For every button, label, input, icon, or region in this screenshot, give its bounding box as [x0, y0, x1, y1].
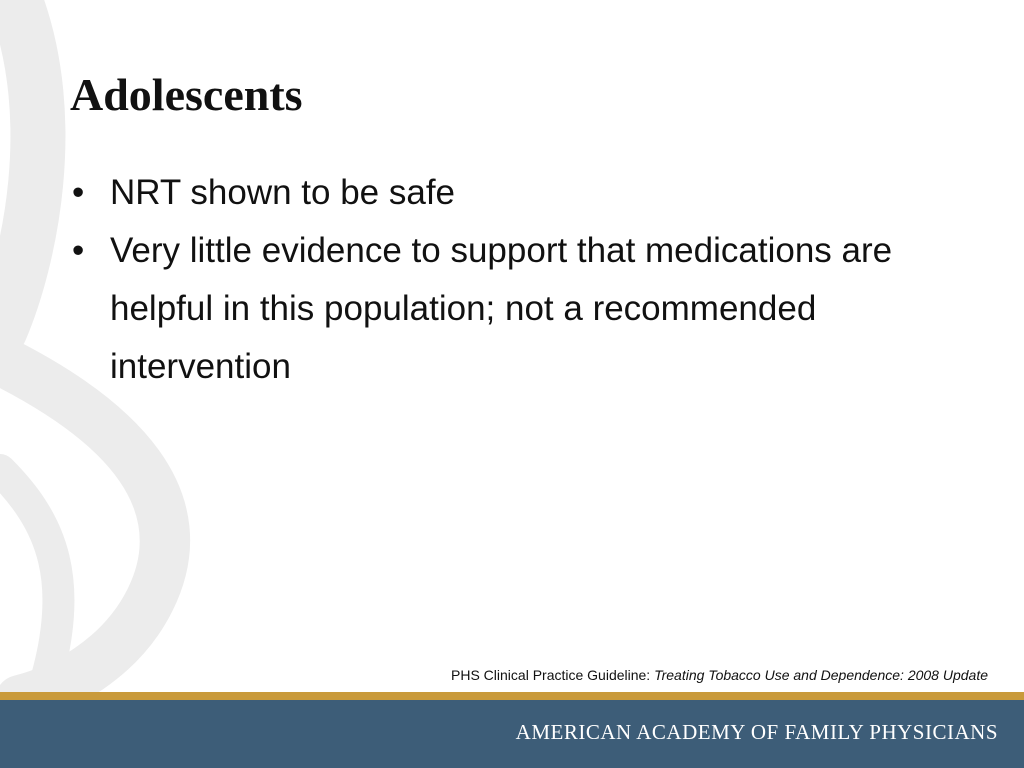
- bullet-text: NRT shown to be safe: [110, 173, 456, 212]
- bullet-item: [72, 222, 952, 396]
- bullet-text: Very little evidence to support that medications are helpful in this population; not a recommended intervention: [110, 231, 893, 386]
- bullet-marker: •: [72, 173, 85, 212]
- bullet-list: [72, 164, 952, 396]
- bullet-marker: •: [72, 231, 85, 270]
- citation: [451, 667, 988, 683]
- citation-prefix: PHS Clinical Practice Guideline:: [451, 667, 655, 683]
- slide-title: Adolescents: [70, 69, 303, 120]
- organization-name: AMERICAN ACADEMY OF FAMILY PHYSICIANS: [515, 720, 998, 744]
- gold-divider: [0, 692, 1024, 700]
- footer-band: [0, 700, 1024, 768]
- bullet-item: [72, 164, 952, 222]
- citation-source: Treating Tobacco Use and Dependence: 2008 Update: [654, 667, 988, 683]
